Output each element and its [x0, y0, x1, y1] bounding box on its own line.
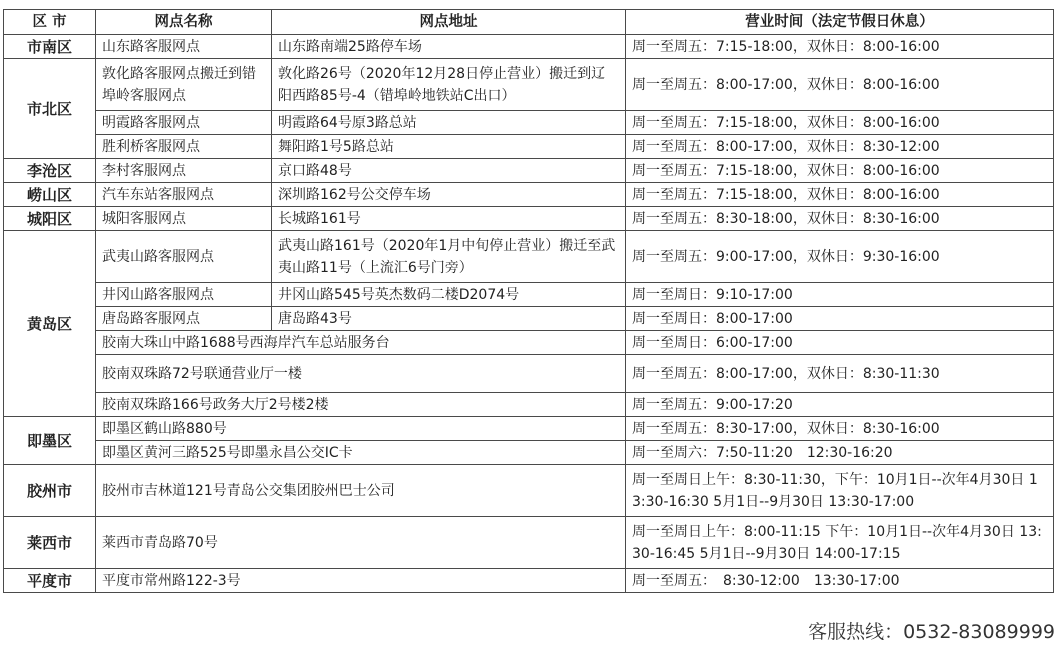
point-address: 舞阳路1号5路总站 [272, 135, 626, 159]
point-merged: 胶南双珠路166号政务大厅2号楼2楼 [96, 393, 626, 417]
point-address: 唐岛路43号 [272, 307, 626, 331]
header-district: 区 市 [4, 10, 96, 35]
table-row [4, 307, 1054, 331]
point-name: 汽车东站客服网点 [96, 183, 272, 207]
table-row [4, 355, 1054, 393]
header-hours: 营业时间（法定节假日休息） [626, 10, 1054, 35]
district-cell: 莱西市 [4, 517, 96, 569]
table-row [4, 393, 1054, 417]
point-hours: 周一至周五：7:15-18:00，双休日：8:00-16:00 [626, 111, 1054, 135]
table-row [4, 417, 1054, 441]
point-name: 敦化路客服网点搬迁到错埠岭客服网点 [96, 59, 272, 111]
table-row [4, 35, 1054, 59]
district-cell: 平度市 [4, 569, 96, 593]
point-address: 京口路48号 [272, 159, 626, 183]
point-address: 敦化路26号（2020年12月28日停止营业）搬迁到辽阳西路85号-4（错埠岭地铁站C出口） [272, 59, 626, 111]
point-hours: 周一至周五：7:15-18:00，双休日：8:00-16:00 [626, 35, 1054, 59]
point-hours: 周一至周五：9:00-17:20 [626, 393, 1054, 417]
point-hours: 周一至周日上午：8:00-11:15 下午：10月1日--次年4月30日 13:30-16:45 5月1日--9月30日 14:00-17:15 [626, 517, 1054, 569]
point-hours: 周一至周五：8:00-17:00，双休日：8:00-16:00 [626, 59, 1054, 111]
district-cell: 胶州市 [4, 465, 96, 517]
table-row [4, 111, 1054, 135]
table-row [4, 331, 1054, 355]
point-name: 明霞路客服网点 [96, 111, 272, 135]
header-name: 网点名称 [96, 10, 272, 35]
service-hotline: 客服热线：0532-83089999 [808, 621, 1055, 643]
district-cell: 即墨区 [4, 417, 96, 465]
point-merged: 即墨区鹤山路880号 [96, 417, 626, 441]
point-hours: 周一至周五： 8:30-12:00 13:30-17:00 [626, 569, 1054, 593]
point-hours: 周一至周五：8:00-17:00，双休日：8:30-12:00 [626, 135, 1054, 159]
point-hours: 周一至周五：7:15-18:00，双休日：8:00-16:00 [626, 159, 1054, 183]
point-merged: 莱西市青岛路70号 [96, 517, 626, 569]
point-hours: 周一至周日上午：8:30-11:30，下午：10月1日--次年4月30日 13:30-16:30 5月1日--9月30日 13:30-17:00 [626, 465, 1054, 517]
point-name: 唐岛路客服网点 [96, 307, 272, 331]
point-name: 山东路客服网点 [96, 35, 272, 59]
point-hours: 周一至周五：8:30-18:00，双休日：8:30-16:00 [626, 207, 1054, 231]
point-name: 李村客服网点 [96, 159, 272, 183]
district-cell: 黄岛区 [4, 231, 96, 417]
point-hours: 周一至周日：6:00-17:00 [626, 331, 1054, 355]
point-merged: 胶州市吉林道121号青岛公交集团胶州巴士公司 [96, 465, 626, 517]
point-address: 山东路南端25路停车场 [272, 35, 626, 59]
table-row [4, 283, 1054, 307]
point-merged: 即墨区黄河三路525号即墨永昌公交IC卡 [96, 441, 626, 465]
district-cell: 城阳区 [4, 207, 96, 231]
header-address: 网点地址 [272, 10, 626, 35]
point-hours: 周一至周五：8:00-17:00，双休日：8:30-11:30 [626, 355, 1054, 393]
district-cell: 市南区 [4, 35, 96, 59]
table-row [4, 135, 1054, 159]
table-row [4, 207, 1054, 231]
table-row [4, 159, 1054, 183]
point-address: 深圳路162号公交停车场 [272, 183, 626, 207]
point-merged: 平度市常州路122-3号 [96, 569, 626, 593]
table-row [4, 465, 1054, 517]
point-name: 城阳客服网点 [96, 207, 272, 231]
table-row [4, 59, 1054, 111]
district-cell: 李沧区 [4, 159, 96, 183]
point-hours: 周一至周日：9:10-17:00 [626, 283, 1054, 307]
point-hours: 周一至周日：8:00-17:00 [626, 307, 1054, 331]
point-hours: 周一至周五：8:30-17:00，双休日：8:30-16:00 [626, 417, 1054, 441]
point-address: 长城路161号 [272, 207, 626, 231]
table-row [4, 569, 1054, 593]
point-hours: 周一至周五：7:15-18:00，双休日：8:00-16:00 [626, 183, 1054, 207]
point-name: 井冈山路客服网点 [96, 283, 272, 307]
point-name: 胜利桥客服网点 [96, 135, 272, 159]
point-merged: 胶南大珠山中路1688号西海岸汽车总站服务台 [96, 331, 626, 355]
point-address: 井冈山路545号英杰数码二楼D2074号 [272, 283, 626, 307]
district-cell: 崂山区 [4, 183, 96, 207]
table-row [4, 441, 1054, 465]
point-address: 武夷山路161号（2020年1月中旬停止营业）搬迁至武夷山路11号（上流汇6号门旁） [272, 231, 626, 283]
district-cell: 市北区 [4, 59, 96, 159]
table-row [4, 517, 1054, 569]
table-header-row [4, 10, 1054, 35]
point-hours: 周一至周六：7:50-11:20 12:30-16:20 [626, 441, 1054, 465]
table-row [4, 231, 1054, 283]
point-merged: 胶南双珠路72号联通营业厅一楼 [96, 355, 626, 393]
point-address: 明霞路64号原3路总站 [272, 111, 626, 135]
point-hours: 周一至周五：9:00-17:00，双休日：9:30-16:00 [626, 231, 1054, 283]
service-points-table [3, 9, 1054, 593]
point-name: 武夷山路客服网点 [96, 231, 272, 283]
table-row [4, 183, 1054, 207]
